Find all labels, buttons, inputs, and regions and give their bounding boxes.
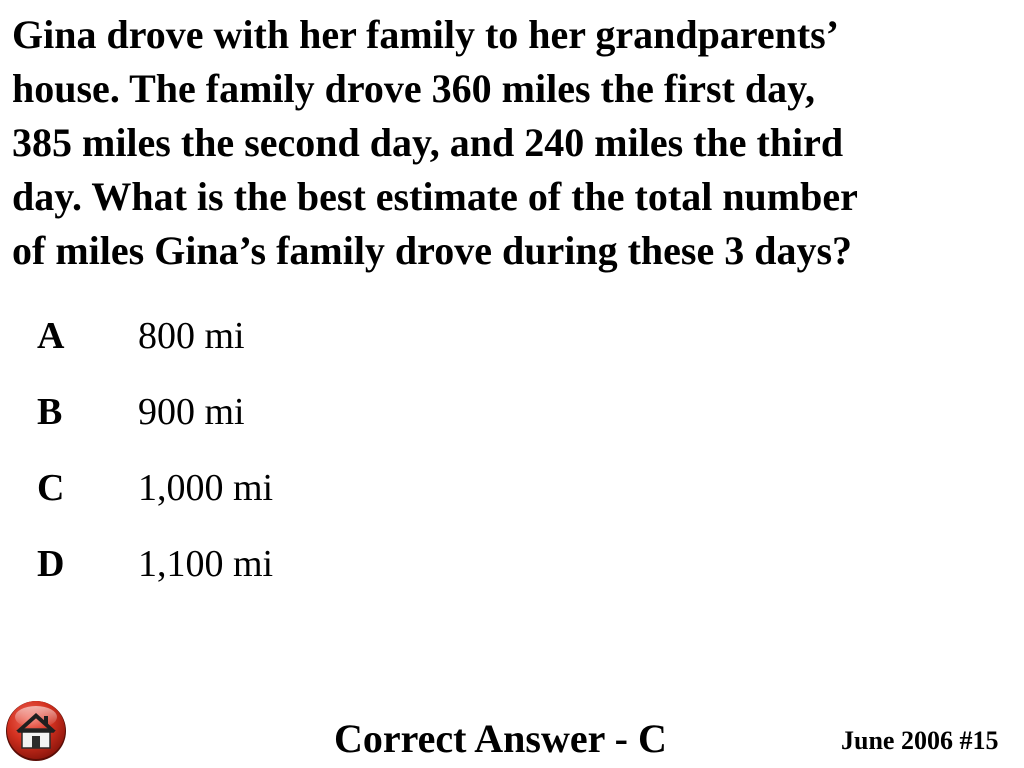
choice-letter: C (37, 467, 65, 509)
question-line: 385 miles the second day, and 240 miles the third (12, 120, 844, 165)
choice-b (37, 374, 437, 450)
choice-value: 1,100 mi (138, 543, 274, 585)
question-line: house. The family drove 360 miles the first day, (12, 66, 815, 111)
home-icon (4, 698, 68, 762)
source-reference: June 2006 #15 (841, 726, 999, 755)
answer-choices (37, 298, 437, 602)
question-line: day. What is the best estimate of the total number (12, 174, 858, 219)
choice-value: 1,000 mi (138, 467, 274, 509)
question-line: of miles Gina’s family drove during these 3 days? (12, 228, 853, 273)
question-line: Gina drove with her family to her grandparents’ (12, 12, 840, 57)
correct-answer: Correct Answer - C (334, 716, 667, 761)
question-text (12, 8, 1012, 278)
choice-letter: D (37, 543, 65, 585)
choice-letter: A (37, 315, 65, 357)
choice-value: 900 mi (138, 391, 245, 433)
choice-c (37, 450, 437, 526)
home-button[interactable] (4, 698, 68, 762)
choice-d (37, 526, 437, 602)
choice-letter: B (37, 391, 63, 433)
choice-value: 800 mi (138, 315, 245, 357)
choice-a (37, 298, 437, 374)
